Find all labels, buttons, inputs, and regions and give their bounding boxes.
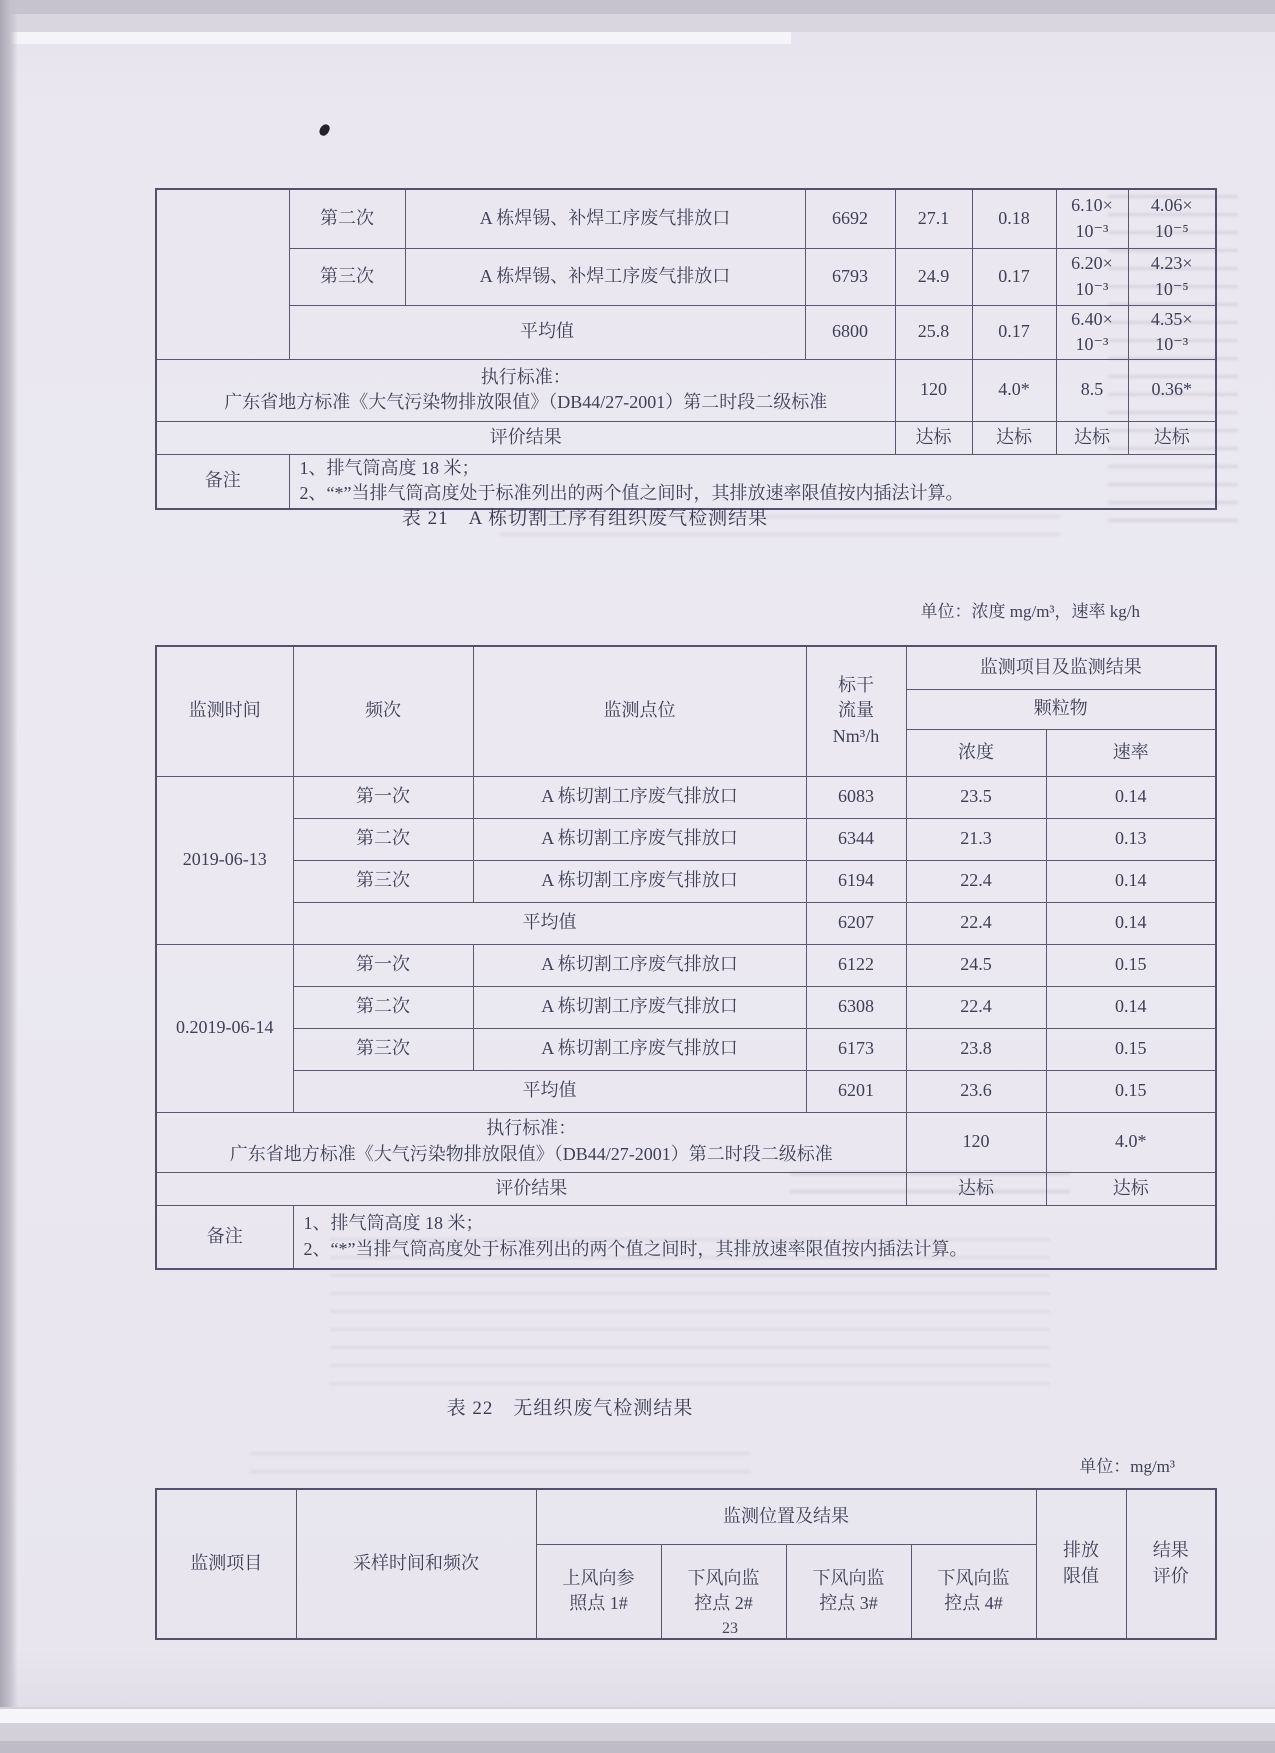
header-time: 监测时间: [156, 646, 293, 776]
cell-site: A 栋焊锡、补焊工序废气排放口: [405, 248, 805, 305]
cell-flow: 6800: [805, 305, 895, 359]
header-pollutant: 颗粒物: [906, 689, 1216, 729]
table-row-evaluation: [156, 421, 1216, 454]
header-frequency: 频次: [293, 646, 473, 776]
cell-flow: 6201: [806, 1070, 906, 1112]
bleed-through-artifact: [250, 1452, 750, 1476]
page-number: 23: [722, 1620, 738, 1637]
cell-flow: 6173: [806, 1028, 906, 1070]
cell-site: A 栋焊锡、补焊工序废气排放口: [405, 189, 805, 248]
cell-standard-conc: 120: [895, 359, 972, 421]
table-row-remark: [156, 454, 1216, 509]
table21-unit: 单位：浓度 mg/m³，速率 kg/h: [920, 602, 1140, 621]
cell-evaluation-label: 评价结果: [156, 1172, 906, 1205]
table-row-standard: [156, 359, 1216, 421]
cell-frequency: 第三次: [293, 860, 473, 902]
scan-strip-bottom: [0, 1709, 1275, 1723]
table-welding-continued: [155, 188, 1217, 510]
scan-edge-top-shade: [0, 14, 1275, 32]
cell-remark-label: 备注: [156, 1205, 293, 1269]
header-group: 监测项目及监测结果: [906, 646, 1216, 689]
scan-edge-left: [0, 0, 18, 1753]
table21-title: 表 21 A 栋切割工序有组织废气检测结果: [401, 508, 769, 529]
table-row-evaluation: [156, 1172, 1216, 1205]
table22-unit: 单位：mg/m³: [1079, 1457, 1175, 1476]
cell-frequency: 第一次: [293, 944, 473, 986]
header-point-2: 下风向监 控点 2#: [661, 1544, 786, 1639]
cell-standard-rate: 4.0*: [972, 359, 1056, 421]
cell-site: A 栋切割工序废气排放口: [473, 986, 806, 1028]
cell-rate: 0.13: [1046, 818, 1216, 860]
scan-edge-top: [0, 0, 1275, 14]
scan-edge-bottom-shade: [0, 1741, 1275, 1753]
table-row: [156, 944, 1216, 986]
table-row: [156, 248, 1216, 305]
cell-evaluation: 达标: [895, 421, 972, 454]
cell-frequency: 第三次: [293, 1028, 473, 1070]
header-group: 监测位置及结果: [536, 1489, 1036, 1544]
table-header-row: [156, 1489, 1216, 1544]
cell-concentration: 21.3: [906, 818, 1046, 860]
header-result: 结果 评价: [1126, 1489, 1216, 1639]
cell-standard-rate: 4.0*: [1046, 1112, 1216, 1172]
cell-flow: 6207: [806, 902, 906, 944]
cell-value3: 6.40× 10⁻³: [1056, 305, 1128, 359]
cell-concentration: 24.5: [906, 944, 1046, 986]
table-row: [156, 189, 1216, 248]
cell-rate: 0.15: [1046, 1070, 1216, 1112]
cell-standard-label: 执行标准： 广东省地方标准《大气污染物排放限值》（DB44/27-2001）第二时段二级标准: [156, 1112, 906, 1172]
table22-title: 表 22 无组织废气检测结果: [446, 1398, 694, 1419]
cell-evaluation-label: 评价结果: [156, 421, 895, 454]
cell-concentration: 23.5: [906, 776, 1046, 818]
cell-flow: 6344: [806, 818, 906, 860]
cell-remark-label: 备注: [156, 454, 289, 509]
table-row: [156, 305, 1216, 359]
table-row: [156, 1028, 1216, 1070]
cell-standard-conc: 120: [906, 1112, 1046, 1172]
cell-rate: 0.14: [1046, 986, 1216, 1028]
cell-average-label: 平均值: [293, 902, 806, 944]
table-21: [155, 645, 1217, 1270]
cell-evaluation: 达标: [906, 1172, 1046, 1205]
cell-concentration: 22.4: [906, 860, 1046, 902]
cell-average-label: 平均值: [293, 1070, 806, 1112]
table-row: [156, 818, 1216, 860]
header-point-1: 上风向参 照点 1#: [536, 1544, 661, 1639]
cell-frequency: 第二次: [293, 818, 473, 860]
cell-frequency: 第三次: [289, 248, 405, 305]
header-flow: 标干 流量 Nm³/h: [806, 646, 906, 776]
table-row-standard: [156, 1112, 1216, 1172]
cell-site: A 栋切割工序废气排放口: [473, 776, 806, 818]
cell-standard-label: 执行标准： 广东省地方标准《大气污染物排放限值》（DB44/27-2001）第二时段二级标准: [156, 359, 895, 421]
cell-value4: 4.23× 10⁻⁵: [1128, 248, 1216, 305]
cell-rate: 0.17: [972, 248, 1056, 305]
cell-frequency: 第一次: [293, 776, 473, 818]
cell-concentration: 22.4: [906, 986, 1046, 1028]
cell-date: 2019-06-13: [156, 776, 293, 944]
scan-artifact-dot: [318, 123, 331, 138]
cell-rate: 0.15: [1046, 1028, 1216, 1070]
cell-evaluation: 达标: [1128, 421, 1216, 454]
cell-evaluation: 达标: [972, 421, 1056, 454]
cell-value3: 6.10× 10⁻³: [1056, 189, 1128, 248]
cell-date: 0.2019-06-14: [156, 944, 293, 1112]
table-row: [156, 776, 1216, 818]
cell-date-empty: [156, 189, 289, 359]
cell-flow: 6793: [805, 248, 895, 305]
cell-rate: 0.14: [1046, 902, 1216, 944]
table-row-average: [156, 902, 1216, 944]
cell-rate: 0.18: [972, 189, 1056, 248]
header-point-4: 下风向监 控点 4#: [911, 1544, 1036, 1639]
cell-rate: 0.17: [972, 305, 1056, 359]
cell-site: A 栋切割工序废气排放口: [473, 818, 806, 860]
table-header-row: [156, 646, 1216, 689]
header-point-3: 下风向监 控点 3#: [786, 1544, 911, 1639]
cell-value3: 6.20× 10⁻³: [1056, 248, 1128, 305]
cell-remark-text: 1、排气筒高度 18 米； 2、“*”当排气筒高度处于标准列出的两个值之间时，其排放速率限值按内插法计算。: [293, 1205, 1216, 1269]
cell-standard-v3: 8.5: [1056, 359, 1128, 421]
cell-rate: 0.14: [1046, 776, 1216, 818]
cell-flow: 6194: [806, 860, 906, 902]
cell-site: A 栋切割工序废气排放口: [473, 860, 806, 902]
cell-evaluation: 达标: [1056, 421, 1128, 454]
cell-concentration: 22.4: [906, 902, 1046, 944]
table-row-average: [156, 1070, 1216, 1112]
table-row: [156, 986, 1216, 1028]
cell-frequency: 第二次: [293, 986, 473, 1028]
header-rate: 速率: [1046, 729, 1216, 776]
header-sampling: 采样时间和频次: [296, 1489, 536, 1639]
scan-strip-top: [0, 32, 791, 44]
header-item: 监测项目: [156, 1489, 296, 1639]
cell-concentration: 23.6: [906, 1070, 1046, 1112]
header-concentration: 浓度: [906, 729, 1046, 776]
cell-standard-v4: 0.36*: [1128, 359, 1216, 421]
cell-site: A 栋切割工序废气排放口: [473, 944, 806, 986]
cell-concentration: 23.8: [906, 1028, 1046, 1070]
cell-value4: 4.06× 10⁻⁵: [1128, 189, 1216, 248]
cell-remark-text: 1、排气筒高度 18 米； 2、“*”当排气筒高度处于标准列出的两个值之间时，其排放速率限值按内插法计算。: [289, 454, 1216, 509]
table-22: [155, 1488, 1217, 1640]
cell-concentration: 27.1: [895, 189, 972, 248]
header-limit: 排放 限值: [1036, 1489, 1126, 1639]
cell-value4: 4.35× 10⁻³: [1128, 305, 1216, 359]
cell-site: A 栋切割工序废气排放口: [473, 1028, 806, 1070]
cell-rate: 0.14: [1046, 860, 1216, 902]
cell-frequency: 第二次: [289, 189, 405, 248]
cell-rate: 0.15: [1046, 944, 1216, 986]
cell-flow: 6083: [806, 776, 906, 818]
cell-concentration: 25.8: [895, 305, 972, 359]
cell-evaluation: 达标: [1046, 1172, 1216, 1205]
header-site: 监测点位: [473, 646, 806, 776]
cell-flow: 6308: [806, 986, 906, 1028]
cell-flow: 6122: [806, 944, 906, 986]
table-row-remark: [156, 1205, 1216, 1269]
cell-average-label: 平均值: [289, 305, 805, 359]
table-row: [156, 860, 1216, 902]
cell-concentration: 24.9: [895, 248, 972, 305]
cell-flow: 6692: [805, 189, 895, 248]
